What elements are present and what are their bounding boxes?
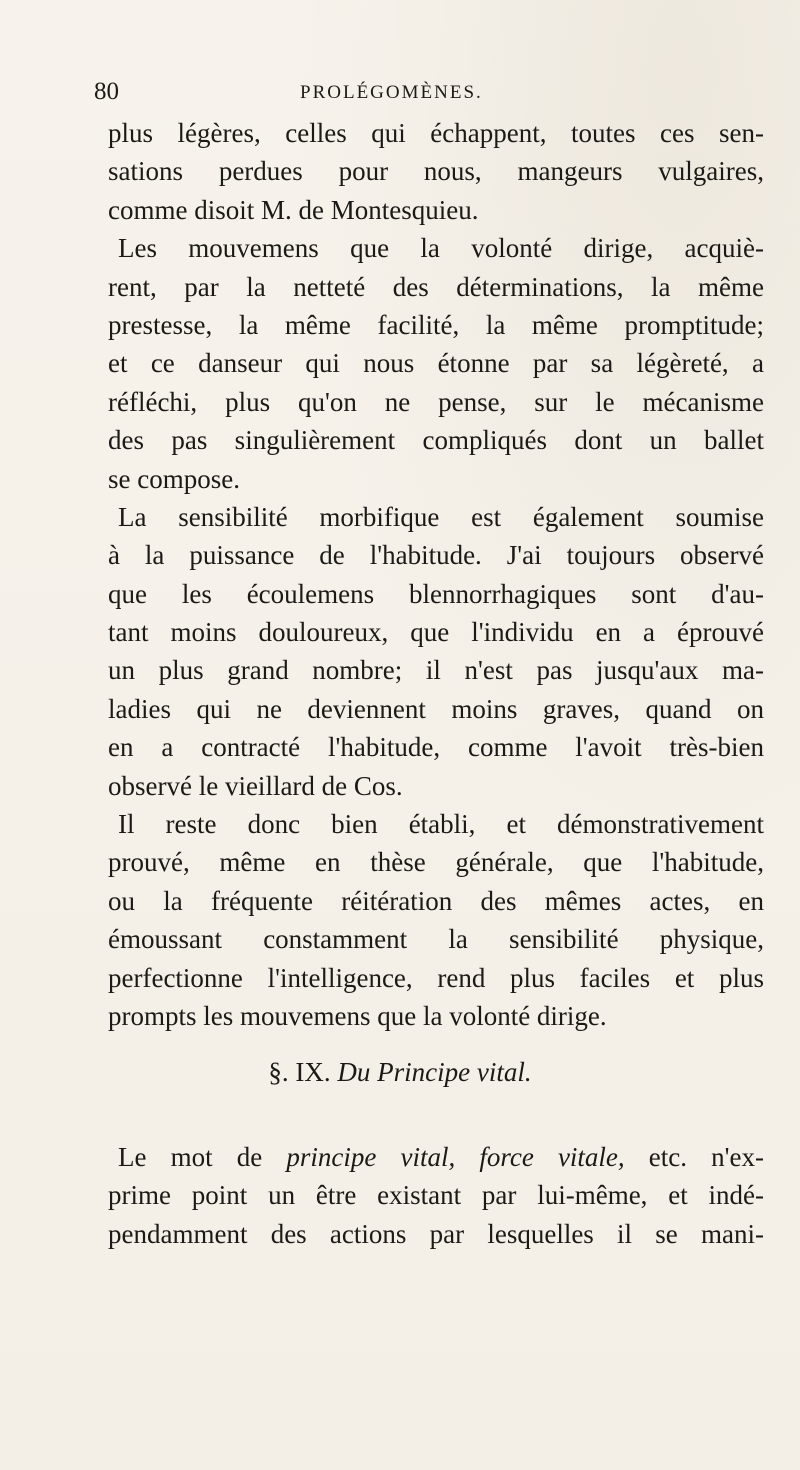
text-line: prime point un être existant par lui-même, et indé-	[108, 1180, 764, 1211]
text-line: observé le vieillard de Cos.	[108, 770, 403, 801]
text-line: réfléchi, plus qu'on ne pense, sur le mécanisme	[108, 386, 764, 417]
running-head: PROLÉGOMÈNES.	[300, 82, 483, 103]
text-line: des pas singulièrement compliqués dont un ballet	[108, 425, 764, 456]
section-heading	[0, 1057, 800, 1088]
text-line: à la puissance de l'habitude. J'ai toujours observé	[108, 540, 764, 571]
text-line	[108, 1138, 764, 1176]
text-run: Le mot de	[118, 1142, 287, 1172]
text-line: en a contracté l'habitude, comme l'avoit très-bien	[108, 732, 764, 763]
text-line: Les mouvemens que la volonté dirige, acquiè-	[118, 233, 764, 264]
body-text	[108, 114, 764, 1035]
text-run-italic: principe vital, force vitale,	[286, 1142, 625, 1172]
text-line: ou la fréquente réitération des mêmes actes, en	[108, 885, 764, 916]
text-line: prouvé, même en thèse générale, que l'habitude,	[108, 847, 764, 878]
text-line: perfectionne l'intelligence, rend plus faciles et plus	[108, 962, 764, 993]
text-line: plus légères, celles qui échappent, toutes ces sen-	[108, 118, 764, 148]
section-number: §. IX.	[268, 1057, 331, 1087]
text-line: rent, par la netteté des déterminations, la même	[108, 271, 764, 302]
text-line: émoussant constamment la sensibilité physique,	[108, 924, 764, 955]
body-text-continued	[108, 1138, 764, 1253]
page-number: 80	[94, 78, 119, 105]
text-line: que les écoulemens blennorrhagiques sont d'au-	[108, 578, 764, 609]
text-line: La sensibilité morbifique est également soumise	[118, 501, 764, 532]
text-line: ladies qui ne deviennent moins graves, quand on	[108, 693, 764, 724]
text-line: pendamment des actions par lesquelles il se mani-	[108, 1218, 764, 1249]
text-line: tant moins douloureux, que l'individu en a éprouvé	[108, 617, 764, 648]
text-line: et ce danseur qui nous étonne par sa légèreté, a	[108, 348, 764, 379]
text-line: prestesse, la même facilité, la même promptitude;	[108, 309, 764, 340]
text-run: etc. n'ex-	[624, 1142, 764, 1172]
section-title: Du Principe vital.	[337, 1057, 532, 1087]
text-line: se compose.	[108, 463, 240, 494]
page-header	[94, 78, 754, 108]
text-line: sations perdues pour nous, mangeurs vulgaires,	[108, 156, 764, 187]
text-line: comme disoit M. de Montesquieu.	[108, 194, 479, 225]
text-line: un plus grand nombre; il n'est pas jusqu'aux ma-	[108, 655, 764, 686]
text-line: prompts les mouvemens que la volonté dirige.	[108, 1000, 607, 1031]
text-line: Il reste donc bien établi, et démonstrativement	[118, 809, 764, 840]
